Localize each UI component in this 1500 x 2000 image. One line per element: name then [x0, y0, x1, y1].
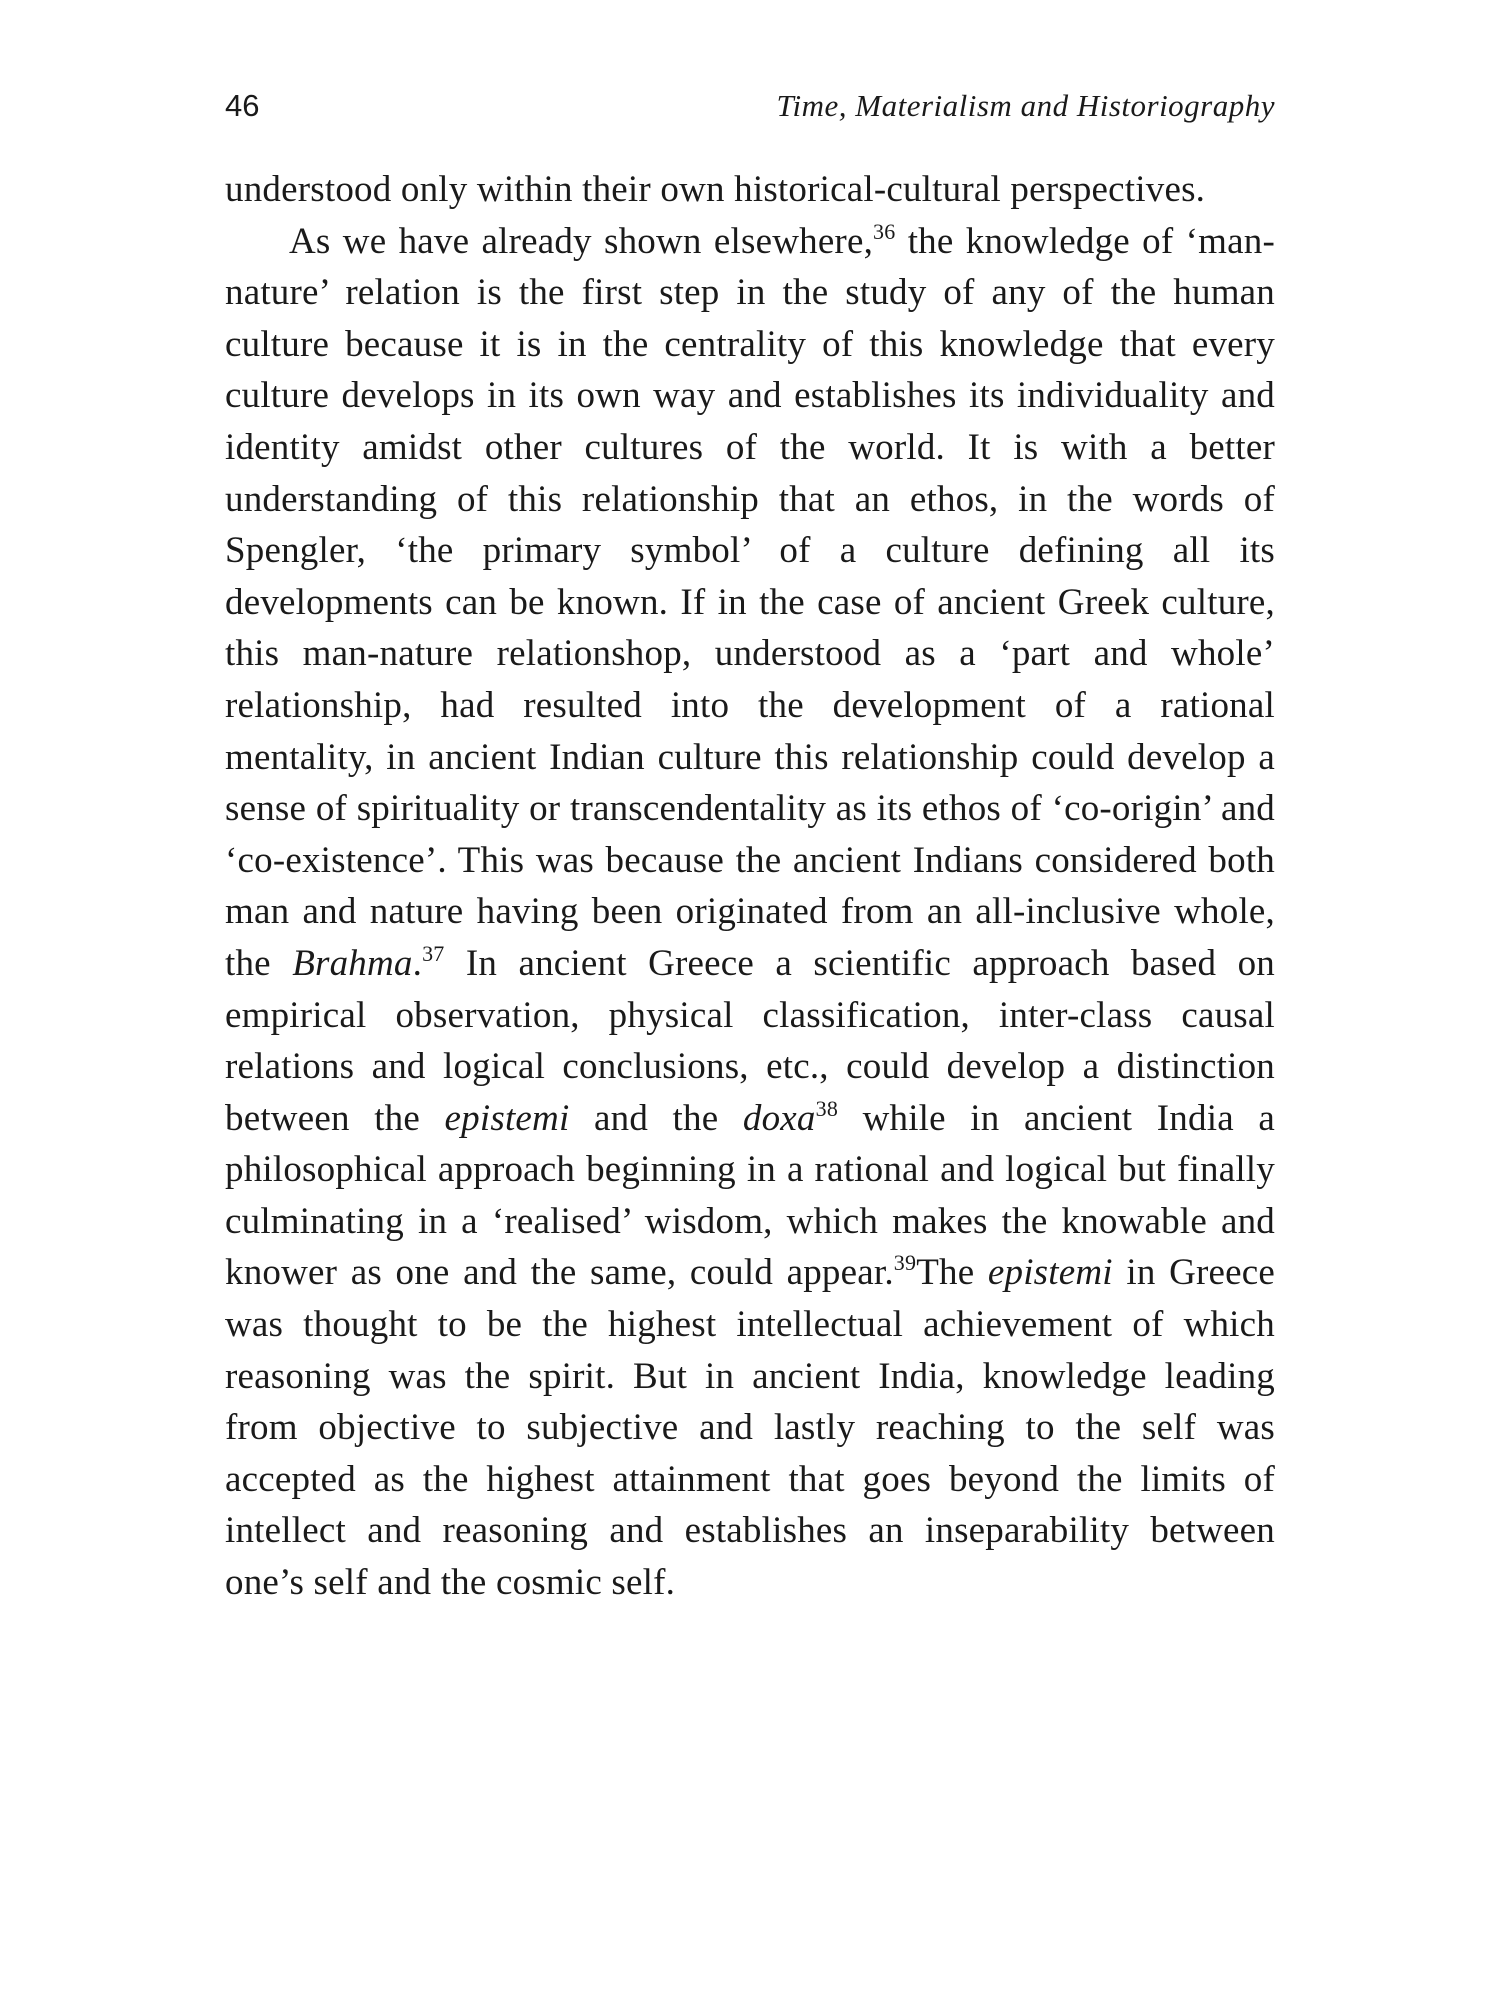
text-run: .	[412, 942, 423, 984]
page-number: 46	[225, 88, 260, 123]
footnote-ref-36: 36	[873, 218, 896, 244]
footnote-ref-39: 39	[893, 1250, 917, 1276]
paragraph-main	[225, 216, 1275, 1609]
text-run: while in ancient India a philosophical approach beginning in a rational and logical but finally culminating in a ‘realised’ wisdom, which makes the knowable and knower as one and the same, could appear.	[225, 1097, 1275, 1294]
running-title: Time, Materialism and Historiography	[776, 88, 1275, 123]
term-brahma: Brahma	[292, 942, 413, 984]
footnote-ref-37: 37	[422, 940, 445, 966]
running-head	[225, 88, 1275, 136]
paragraph-continued	[225, 164, 1275, 216]
paragraph-text: understood only within their own historical-cultural perspectives.	[225, 169, 1206, 210]
text-run: and the	[569, 1097, 743, 1139]
footnote-ref-38: 38	[815, 1095, 839, 1121]
text-run: In ancient Greece a scientific approach based on empirical observation, physical classification, inter-class causal relations and logical conclusions, etc., could develop a distinction between the	[225, 942, 1275, 1139]
term-epistemi: epistemi	[987, 1252, 1113, 1294]
text-run: As we have already shown elsewhere,	[289, 220, 874, 262]
text-run: the knowledge of ‘man-nature’ relation is the first step in the study of any of the human culture because it is in the centrality of this knowledge that every culture develops in its own way and establishes its individuality and identity amidst other cultures of the world. It is with a better understanding of this relationship that an ethos, in the words of Spengler, ‘the primary symbol’ of a culture defining all its developments can be known. If in the case of ancient Greek culture, this man-nature relationshop, understood as a ‘part and whole’ relationship, had resulted into the development of a rational mentality, in ancient Indian culture this relationship could develop a sense of spirituality or transcendentality as its ethos of ‘co-origin’ and ‘co-existence’. This was because the ancient Indians considered both man and nature having been originated from an all-inclusive whole, the	[225, 220, 1275, 984]
term-epistemi: epistemi	[444, 1097, 570, 1139]
body-text	[225, 164, 1275, 1609]
term-doxa: doxa	[742, 1097, 816, 1139]
text-run: The	[916, 1252, 988, 1294]
text-run: in Greece was thought to be the highest intellectual achievement of which reasoning was the spirit. But in ancient India, knowledge leading from objective to subjective and lastly reaching to the self was accepted as the highest attainment that goes beyond the limits of intellect and reasoning and establishes an inseparability between one’s self and the cosmic self.	[225, 1252, 1275, 1604]
book-page	[225, 88, 1275, 1609]
